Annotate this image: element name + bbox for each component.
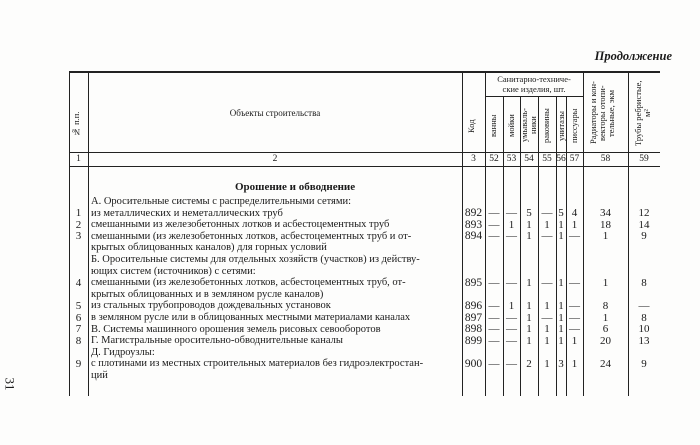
row-value-c52: — <box>488 299 500 312</box>
col-divider-8 <box>566 96 567 396</box>
row-value-c58: 20 <box>600 334 611 347</box>
row-value-c57: 1 <box>571 334 578 347</box>
row-value-c58: 6 <box>602 323 609 336</box>
row-value-c53: — <box>506 323 517 336</box>
row-text: из металлических и неметаллических труб <box>91 207 283 219</box>
header-toilets: унитазы <box>556 110 566 141</box>
row-value-c52: — <box>488 357 500 370</box>
row-text: А. Оросительные системы с распределительными сетями: <box>91 196 352 207</box>
row-value-c59: 8 <box>641 311 647 324</box>
row-value-c59: 8 <box>641 276 647 289</box>
row-value-c55: 1 <box>544 357 550 370</box>
row-value-c55: — <box>541 207 553 220</box>
row-value-c54: 1 <box>526 311 532 324</box>
row-value-c53: — <box>506 311 517 324</box>
row-value-c57: 1 <box>571 357 578 370</box>
row-number: 6 <box>75 311 82 324</box>
row-value-c52: — <box>488 207 500 220</box>
row-text: Д. Гидроузлы: <box>91 346 155 358</box>
row-value-c55: — <box>541 230 553 243</box>
row-number: 2 <box>75 218 82 231</box>
row-value-c53: — <box>506 276 517 289</box>
row-value-c54: 1 <box>526 299 532 312</box>
row-value-c55: 1 <box>544 334 550 347</box>
row-value-c53: 1 <box>508 218 515 231</box>
row-value-c52: — <box>488 334 500 347</box>
row-value-c54: 5 <box>526 207 532 220</box>
col-number: 3 <box>471 154 476 164</box>
row-value-c52: — <box>488 218 500 231</box>
sanitary-group-rule <box>485 96 583 97</box>
col-divider-6 <box>538 96 539 396</box>
col-number: 55 <box>542 154 552 164</box>
row-code: 897 <box>464 311 483 324</box>
row-value-c54: 1 <box>526 334 532 347</box>
row-code: 894 <box>464 230 483 243</box>
row-text: ций <box>91 370 108 381</box>
row-value-c59: 14 <box>638 218 650 231</box>
header-washbasins: умываль- ники <box>519 108 538 143</box>
row-value-c53: — <box>506 357 517 370</box>
row-text: ющих систем (источников) с сетями: <box>91 265 256 277</box>
row-text: смешанными из железобетонных лотков и асбестоцементных труб <box>91 219 390 231</box>
col-number: 2 <box>272 154 278 164</box>
row-value-c58: 8 <box>602 299 609 312</box>
row-value-c53: 1 <box>508 299 515 312</box>
col-number: 57 <box>569 154 580 164</box>
col-number: 52 <box>489 154 499 164</box>
row-text: смешанными (из железобетонных лотков, асбестоцементных труб и от- <box>91 230 412 242</box>
row-text: из стальных трубопроводов дождевальных установок <box>91 300 331 312</box>
row-value-c55: 1 <box>544 323 550 336</box>
table-top-rule <box>69 71 660 73</box>
row-value-c56: 1 <box>558 311 564 324</box>
row-value-c54: 1 <box>526 230 532 243</box>
row-number: 5 <box>75 299 82 312</box>
row-number: 9 <box>75 357 82 370</box>
row-value-c58: 34 <box>600 207 611 220</box>
row-value-c58: 1 <box>602 230 609 243</box>
row-code: 892 <box>464 207 483 220</box>
col-number: 54 <box>524 154 534 164</box>
row-value-c59: 10 <box>638 323 650 336</box>
row-value-c58: 24 <box>600 357 611 370</box>
row-value-c56: 3 <box>558 357 564 370</box>
header-baths: ванны <box>488 114 498 137</box>
header-index: № п.п. <box>71 111 81 137</box>
row-value-c55: 1 <box>544 218 550 231</box>
row-value-c52: — <box>488 311 500 324</box>
header-bottom-rule <box>69 152 660 153</box>
section-title: Орошение и обводнение <box>235 181 356 193</box>
row-text: крытых облицованных и в земляном русле каналов) <box>91 288 324 300</box>
row-value-c57: 4 <box>571 207 578 220</box>
row-value-c53: — <box>506 334 517 347</box>
row-value-c57: 1 <box>571 218 578 231</box>
row-text: Г. Магистральные оросительно-обводнительные каналы <box>91 335 343 347</box>
row-value-c53: — <box>506 207 517 220</box>
row-value-c54: 1 <box>526 276 532 289</box>
row-value-c57: — <box>569 276 580 289</box>
row-number: 8 <box>75 334 82 347</box>
row-value-c52: — <box>488 230 500 243</box>
col-number: 59 <box>639 154 649 164</box>
row-value-c59: 13 <box>638 334 650 347</box>
row-value-c57: — <box>569 311 580 324</box>
row-value-c56: 5 <box>558 207 564 220</box>
col-number: 1 <box>76 154 81 164</box>
header-radiators: Радиаторы и кон- векторы отопи- тельные, экм <box>588 81 616 145</box>
header-objects: Объекты строительства <box>229 108 321 118</box>
col-number: 56 <box>556 154 566 164</box>
row-value-c59: 12 <box>638 207 650 220</box>
row-value-c56: 1 <box>558 334 564 347</box>
row-value-c59: 9 <box>641 357 647 370</box>
continuation-label: Продолжение <box>594 49 672 63</box>
row-value-c54: 2 <box>526 357 532 370</box>
row-code: 899 <box>464 334 483 347</box>
header-sinks: мойки <box>506 114 516 137</box>
row-code: 898 <box>464 323 483 336</box>
row-number: 7 <box>75 323 82 336</box>
row-value-c55: — <box>541 276 553 289</box>
row-code: 900 <box>464 357 483 370</box>
row-value-c58: 1 <box>602 276 609 289</box>
row-value-c56: 1 <box>558 230 564 243</box>
row-number: 3 <box>75 230 82 243</box>
row-text: смешанными (из железобетонных лотков, асбестоцементных труб, от- <box>91 277 406 289</box>
header-ribbed-pipes: Трубы ребристые, м² <box>633 80 652 146</box>
col-divider-1 <box>88 72 89 396</box>
row-text: В. Системы машинного орошения земель рисовых севооборотов <box>91 323 381 335</box>
header-wash-sinks: раковины <box>541 108 551 143</box>
row-text: крытых облицованных каналов) для горных условий <box>91 242 327 254</box>
row-value-c57: — <box>569 299 580 312</box>
header-urinals: писсуары <box>569 108 579 143</box>
row-value-c56: 1 <box>558 218 564 231</box>
header-code: Код <box>466 119 476 133</box>
row-value-c56: 1 <box>558 276 564 289</box>
col-divider-4 <box>503 96 504 396</box>
row-value-c55: 1 <box>544 299 550 312</box>
row-value-c53: — <box>506 230 517 243</box>
row-code: 896 <box>464 299 483 312</box>
row-text: с плотинами из местных строительных материалов без гидроэлектростан- <box>91 358 424 370</box>
row-text: Б. Оросительные системы для отдельных хозяйств (участков) из действу- <box>91 254 420 265</box>
row-text: в земляном русле или в облицованных местными материалами каналах <box>91 312 411 323</box>
row-number: 4 <box>75 276 82 289</box>
row-value-c52: — <box>488 276 500 289</box>
col-number: 58 <box>600 154 611 164</box>
row-value-c58: 1 <box>602 311 609 324</box>
row-value-c52: — <box>488 323 500 336</box>
row-code: 893 <box>464 218 483 231</box>
row-value-c57: — <box>569 230 580 243</box>
col-number: 53 <box>506 154 517 164</box>
column-numbers-rule <box>69 166 660 167</box>
row-value-c59: 9 <box>641 230 647 243</box>
row-value-c56: 1 <box>558 299 564 312</box>
row-value-c56: 1 <box>558 323 564 336</box>
row-code: 895 <box>464 276 483 289</box>
row-value-c59: — <box>638 299 650 312</box>
row-value-c58: 18 <box>600 218 611 231</box>
row-value-c54: 1 <box>526 218 532 231</box>
page-number: 31 <box>2 377 18 391</box>
row-number: 1 <box>75 207 82 220</box>
row-value-c54: 1 <box>526 323 532 336</box>
header-sanitary-group: Санитарно-техниче- ские изделия, шт. <box>497 74 571 94</box>
row-value-c57: — <box>569 323 580 336</box>
row-value-c55: — <box>541 311 553 324</box>
